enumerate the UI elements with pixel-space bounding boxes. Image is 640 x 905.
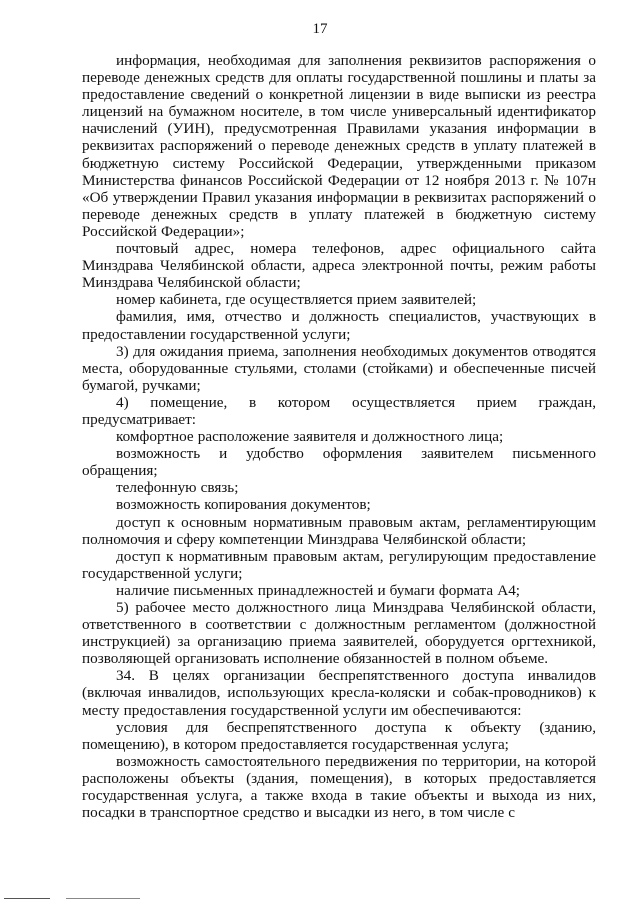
paragraph-legal-acts-competence: доступ к основным нормативным правовым актам, регламентирующим полномочия и сферу компетенции Минздрава Челябинской области; xyxy=(82,513,596,548)
paragraph-written-appeal: возможность и удобство оформления заявителем письменного обращения; xyxy=(82,445,596,480)
paragraph-reception-room: 4) помещение, в котором осуществляется прием граждан, предусматривает: xyxy=(82,393,596,428)
paragraph-section-34: 34. В целях организации беспрепятственного доступа инвалидов (включая инвалидов, использующих кресла-коляски и собак-проводников) к месту предоставления государственной услуги им обеспечиваются: xyxy=(82,667,596,719)
paragraph-independent-movement: возможность самостоятельного передвижения по территории, на которой расположены объекты (здания, помещения), в которых предоставляется государственная услуга, а также входа в такие объекты и выхода из них, посадки в транспортное средство и высадки из него, в том числе с xyxy=(82,752,596,822)
paragraph-staff-names: фамилия, имя, отчество и должность специалистов, участвующих в предоставлении государственной услуги; xyxy=(82,308,596,343)
paragraph-stationery: наличие письменных принадлежностей и бумаги формата А4; xyxy=(116,581,521,599)
paragraph-access-conditions: условия для беспрепятственного доступа к объекту (зданию, помещению), в котором предоставляется государственная услуга; xyxy=(82,718,596,753)
paragraph-telephone: телефонную связь; xyxy=(116,479,239,497)
paragraph-copying: возможность копирования документов; xyxy=(116,496,371,514)
page-body xyxy=(82,52,596,821)
page-number: 17 xyxy=(312,21,328,37)
paragraph-postal-address: почтовый адрес, номера телефонов, адрес официального сайта Минздрава Челябинской области, адреса электронной почты, режим работы Минздрава Челябинской области; xyxy=(82,240,596,292)
scan-footer-marks xyxy=(0,893,160,905)
paragraph-legal-acts-service: доступ к нормативным правовым актам, регулирующим предоставление государственной услуги; xyxy=(82,547,596,582)
paragraph-office-number: номер кабинета, где осуществляется прием заявителей; xyxy=(116,291,477,309)
paragraph-waiting-area: 3) для ожидания приема, заполнения необходимых документов отводятся места, оборудованные стульями, столами (стойками) и обеспеченные писчей бумагой, ручками; xyxy=(82,342,596,394)
paragraph-payment-details-info: информация, необходимая для заполнения реквизитов распоряжения о переводе денежных средств для оплаты государственной пошлины и платы за предоставление сведений о конкретной лицензии в виде выписки из реестра лицензий на бумажном носителе, в том числе универсальный идентификатор начислений (УИН), предусмотренная Правилами указания информации в реквизитах распоряжений о переводе денежных средств в уплату платежей в бюджетную систему Российской Федерации, утвержденными приказом Министерства финансов Российской Федерации от 12 ноября 2013 г. № 107н «Об утверждении Правил указания информации в реквизитах распоряжений о переводе денежных средств в уплату платежей в бюджетную систему Российской Федерации»; xyxy=(82,52,596,240)
footer-rule xyxy=(66,898,140,899)
paragraph-comfortable-placement: комфортное расположение заявителя и должностного лица; xyxy=(116,428,504,446)
footer-rule xyxy=(4,898,50,899)
paragraph-workplace: 5) рабочее место должностного лица Минздрава Челябинской области, ответственного в соответствии с должностным регламентом (должностной инструкцией) за организацию приема заявителей, оборудуется оргтехникой, позволяющей организовать исполнение обязанностей в полном объеме. xyxy=(82,599,596,668)
